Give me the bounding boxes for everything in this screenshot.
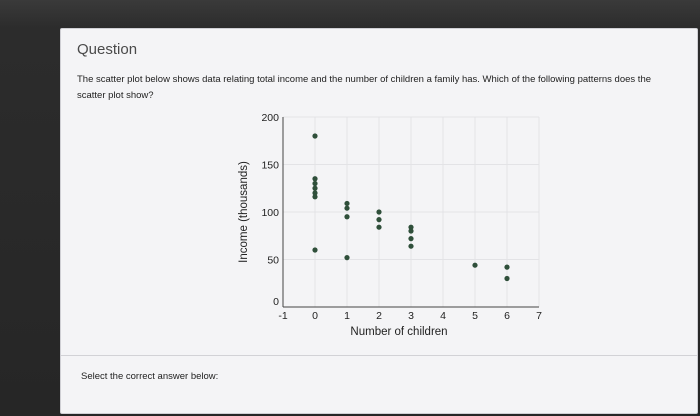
data-point: [504, 265, 509, 270]
scatter-plot: [61, 29, 697, 349]
x-axis-label: Number of children: [350, 326, 448, 338]
data-point: [344, 255, 349, 260]
y-tick-label: 0: [273, 296, 279, 308]
data-point: [312, 186, 317, 191]
y-tick-labels: [261, 112, 279, 308]
answer-prompt: Select the correct answer below:: [81, 371, 219, 382]
data-point: [344, 214, 349, 219]
x-tick-label: 4: [440, 310, 446, 322]
x-tick-label: 7: [536, 310, 542, 322]
y-tick-label: 200: [261, 112, 279, 124]
data-point: [312, 181, 317, 186]
y-tick-label: 50: [267, 254, 279, 267]
chart-grid: [283, 117, 539, 307]
x-tick-label: 3: [408, 310, 414, 322]
data-point: [376, 209, 381, 214]
x-tick-label: 0: [312, 310, 318, 322]
data-point: [312, 194, 317, 199]
x-tick-label: -1: [278, 310, 288, 322]
data-point: [504, 276, 509, 281]
data-point: [472, 263, 477, 268]
x-tick-label: 1: [344, 310, 350, 322]
divider: [61, 355, 697, 356]
data-point: [344, 201, 349, 206]
x-tick-labels: [278, 310, 542, 322]
question-text: The scatter plot below shows data relating total income and the number of children a family has. Which of the following patterns does the scatter plot show?: [77, 74, 652, 101]
x-tick-label: 5: [472, 310, 478, 322]
data-point: [344, 206, 349, 211]
x-tick-label: 6: [504, 310, 510, 322]
data-point: [408, 244, 413, 249]
x-tick-label: 2: [376, 310, 382, 322]
question-panel: [60, 28, 698, 414]
y-axis-label: Income (thousands): [238, 161, 250, 263]
data-point: [312, 176, 317, 181]
data-point: [408, 236, 413, 241]
y-tick-label: 100: [261, 207, 279, 219]
data-point: [312, 133, 317, 138]
data-point: [312, 247, 317, 252]
data-point: [408, 228, 413, 233]
question-heading: Question: [77, 41, 138, 58]
data-point: [376, 225, 381, 230]
y-tick-label: 150: [261, 159, 279, 172]
data-point: [376, 217, 381, 222]
